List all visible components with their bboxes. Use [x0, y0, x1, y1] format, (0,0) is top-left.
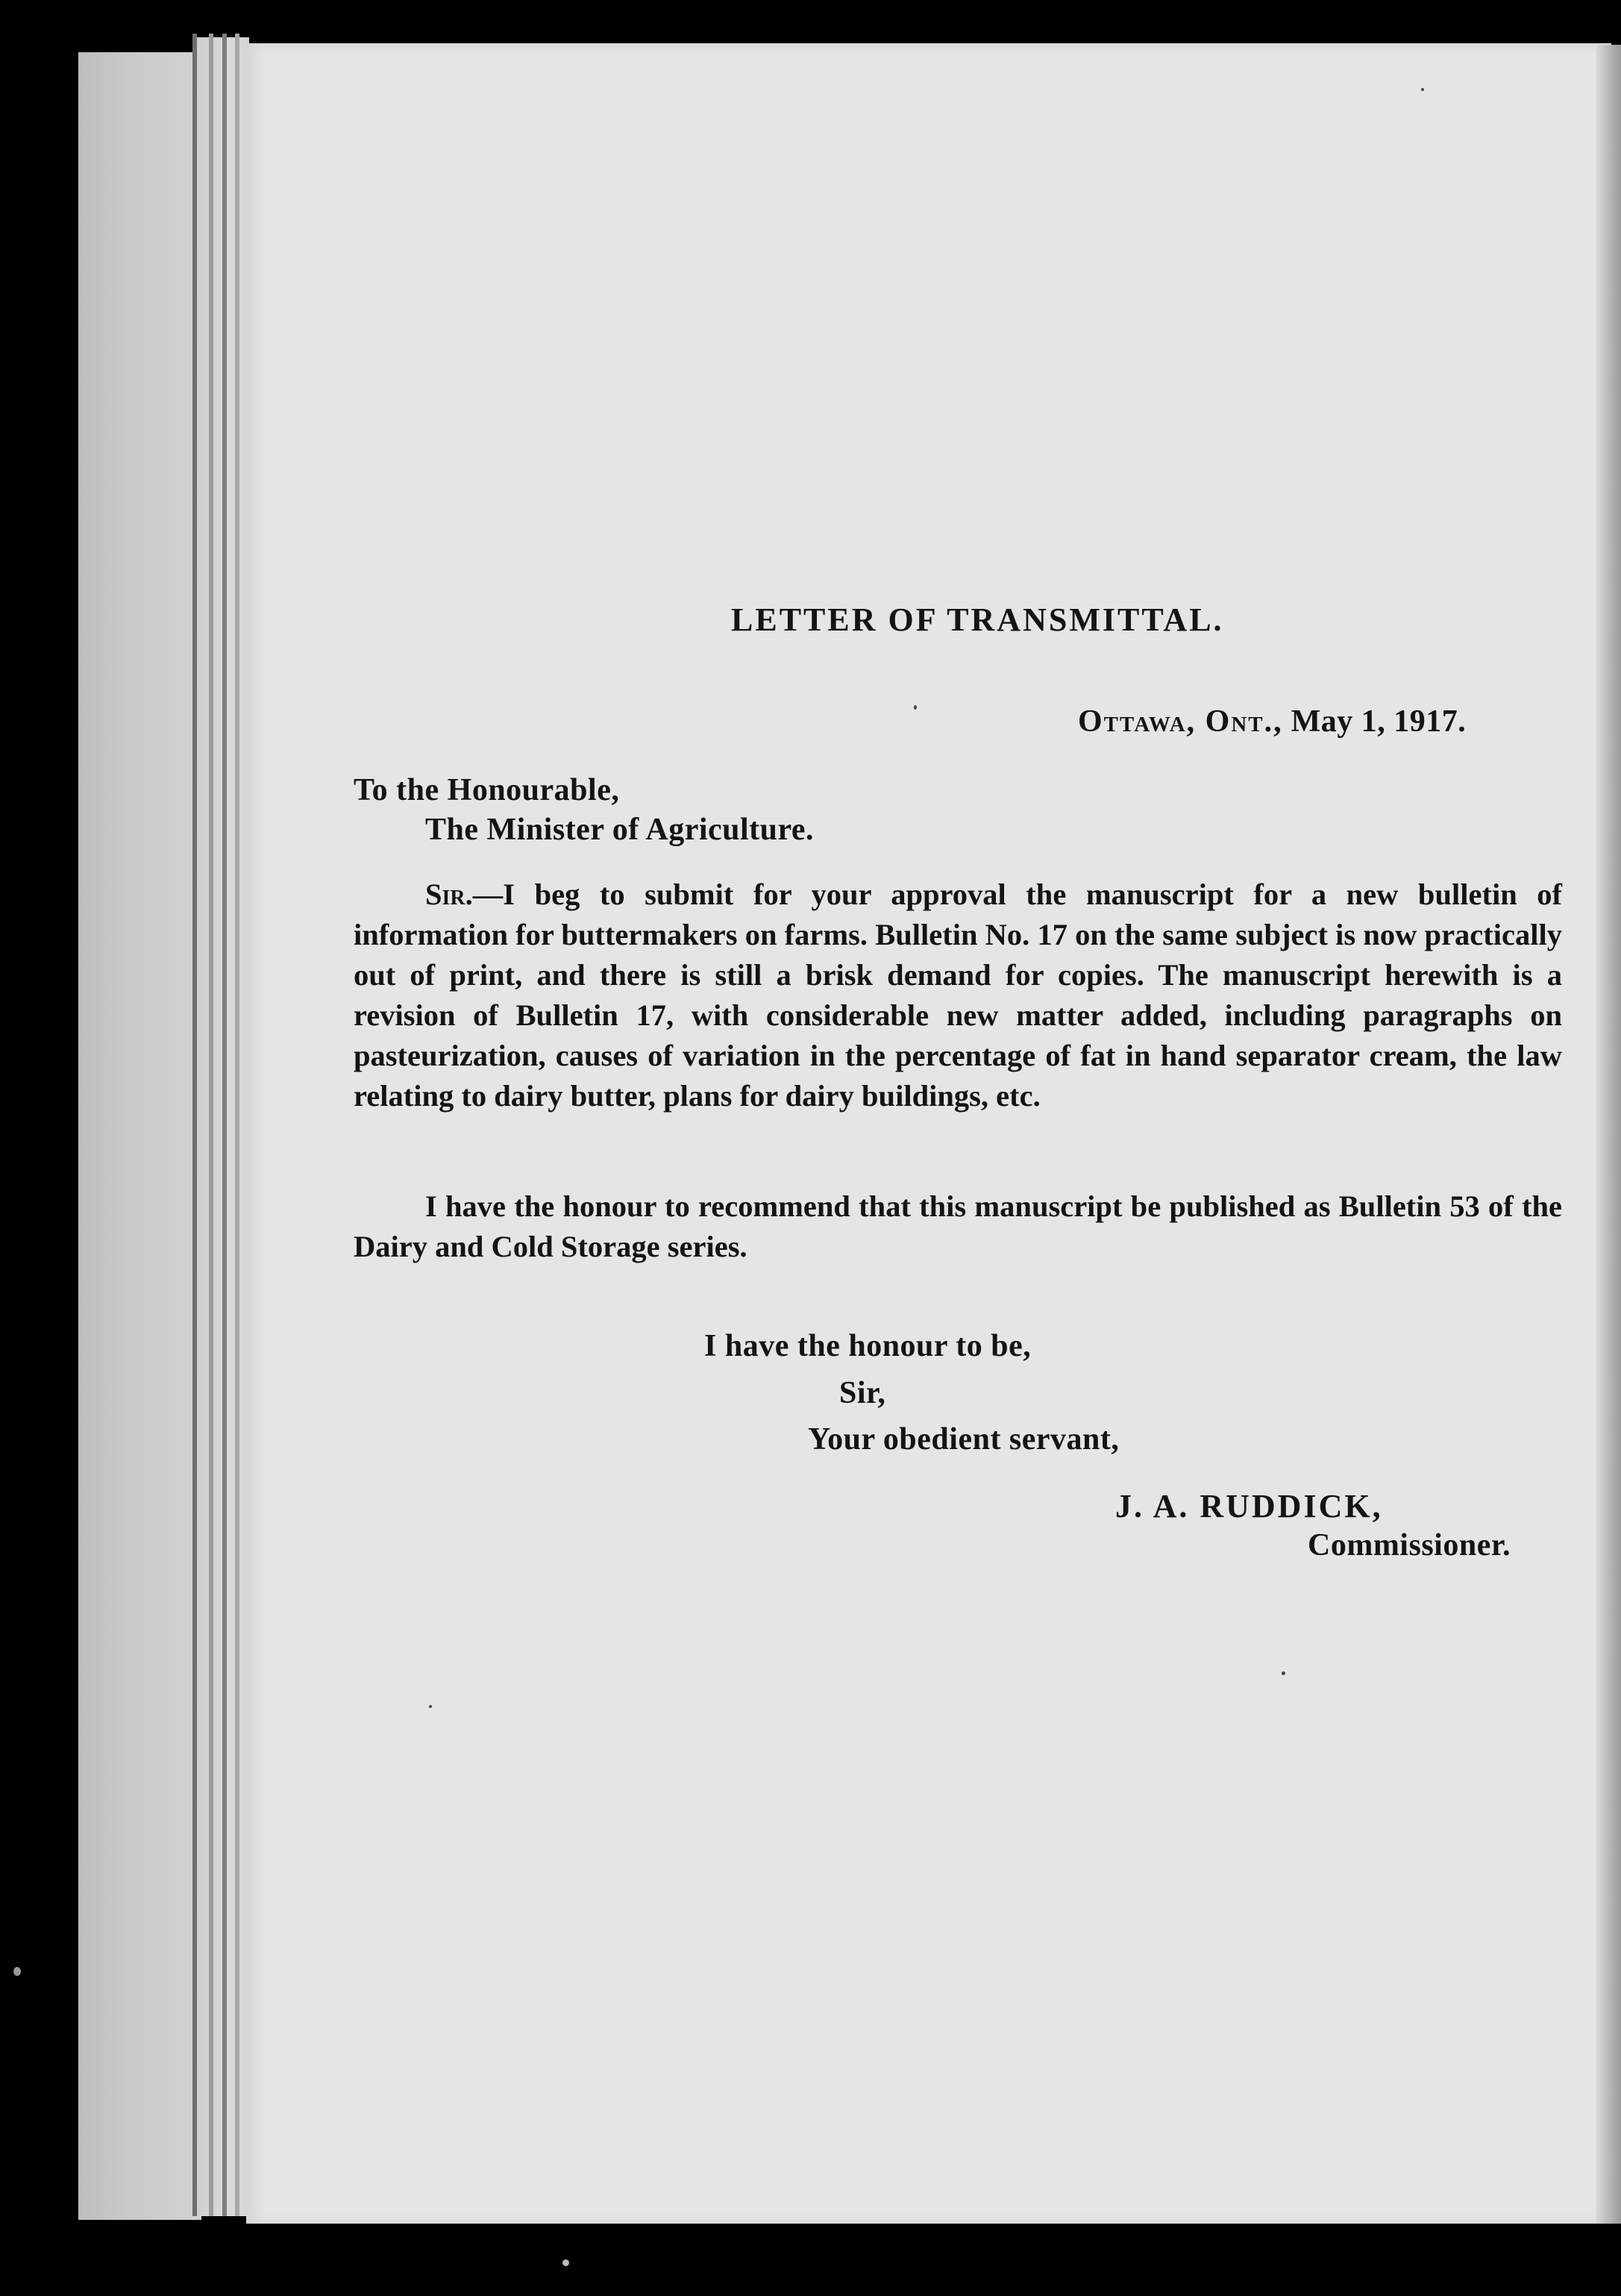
- address-line-2: The Minister of Agriculture.: [425, 813, 815, 847]
- paper-speck: [1421, 88, 1424, 91]
- salutation: Sir.: [425, 878, 473, 911]
- address-line-1: To the Honourable,: [354, 773, 620, 807]
- body-paragraph-2: I have the honour to recommend that this manuscript be published as Bulletin 53 of the Dairy and Cold Storage series.: [354, 1189, 1562, 1263]
- closing-line-1: I have the honour to be,: [704, 1329, 1032, 1363]
- page-right-shadow: [1596, 45, 1621, 2224]
- dateline: [1078, 704, 1466, 739]
- letter-title: LETTER OF TRANSMITTAL.: [731, 601, 1224, 638]
- paper-speck: [1282, 1671, 1285, 1675]
- paper-speck: [13, 1967, 21, 1976]
- closing-line-3: Your obedient servant,: [808, 1422, 1120, 1457]
- paper-speck: [914, 705, 917, 710]
- paragraph-1-text: —I beg to submit for your approval the manuscript for a new bulletin of information for buttermakers on farms. Bulletin No. 17 on the same subject is now practically out of print, and there is still a brisk demand for copies. The manuscript herewith is a revision of Bulletin 17, with considerable new matter added, including paragraphs on pasteurization, causes of variation in the percentage of fat in hand separator cream, the law relating to dairy butter, plans for dairy buildings, etc.: [354, 878, 1562, 1113]
- dateline-place: Ottawa, Ont.,: [1078, 704, 1283, 739]
- page-edge-line: [192, 34, 197, 2216]
- body-paragraph-1: [354, 875, 1562, 1116]
- page-edge-line: [235, 34, 239, 2216]
- signer-title: Commissioner.: [1308, 1528, 1511, 1563]
- signer-name: J. A. RUDDICK,: [1115, 1488, 1383, 1524]
- closing-line-2: Sir,: [839, 1376, 886, 1410]
- dateline-date: May 1, 1917.: [1291, 704, 1467, 739]
- page-edge-strip: [78, 52, 201, 2220]
- page-edge-line: [209, 34, 213, 2216]
- page-edge-line: [222, 34, 227, 2216]
- paper-speck: [562, 2259, 569, 2266]
- document-page: [246, 43, 1611, 2224]
- paper-speck: [429, 1705, 432, 1708]
